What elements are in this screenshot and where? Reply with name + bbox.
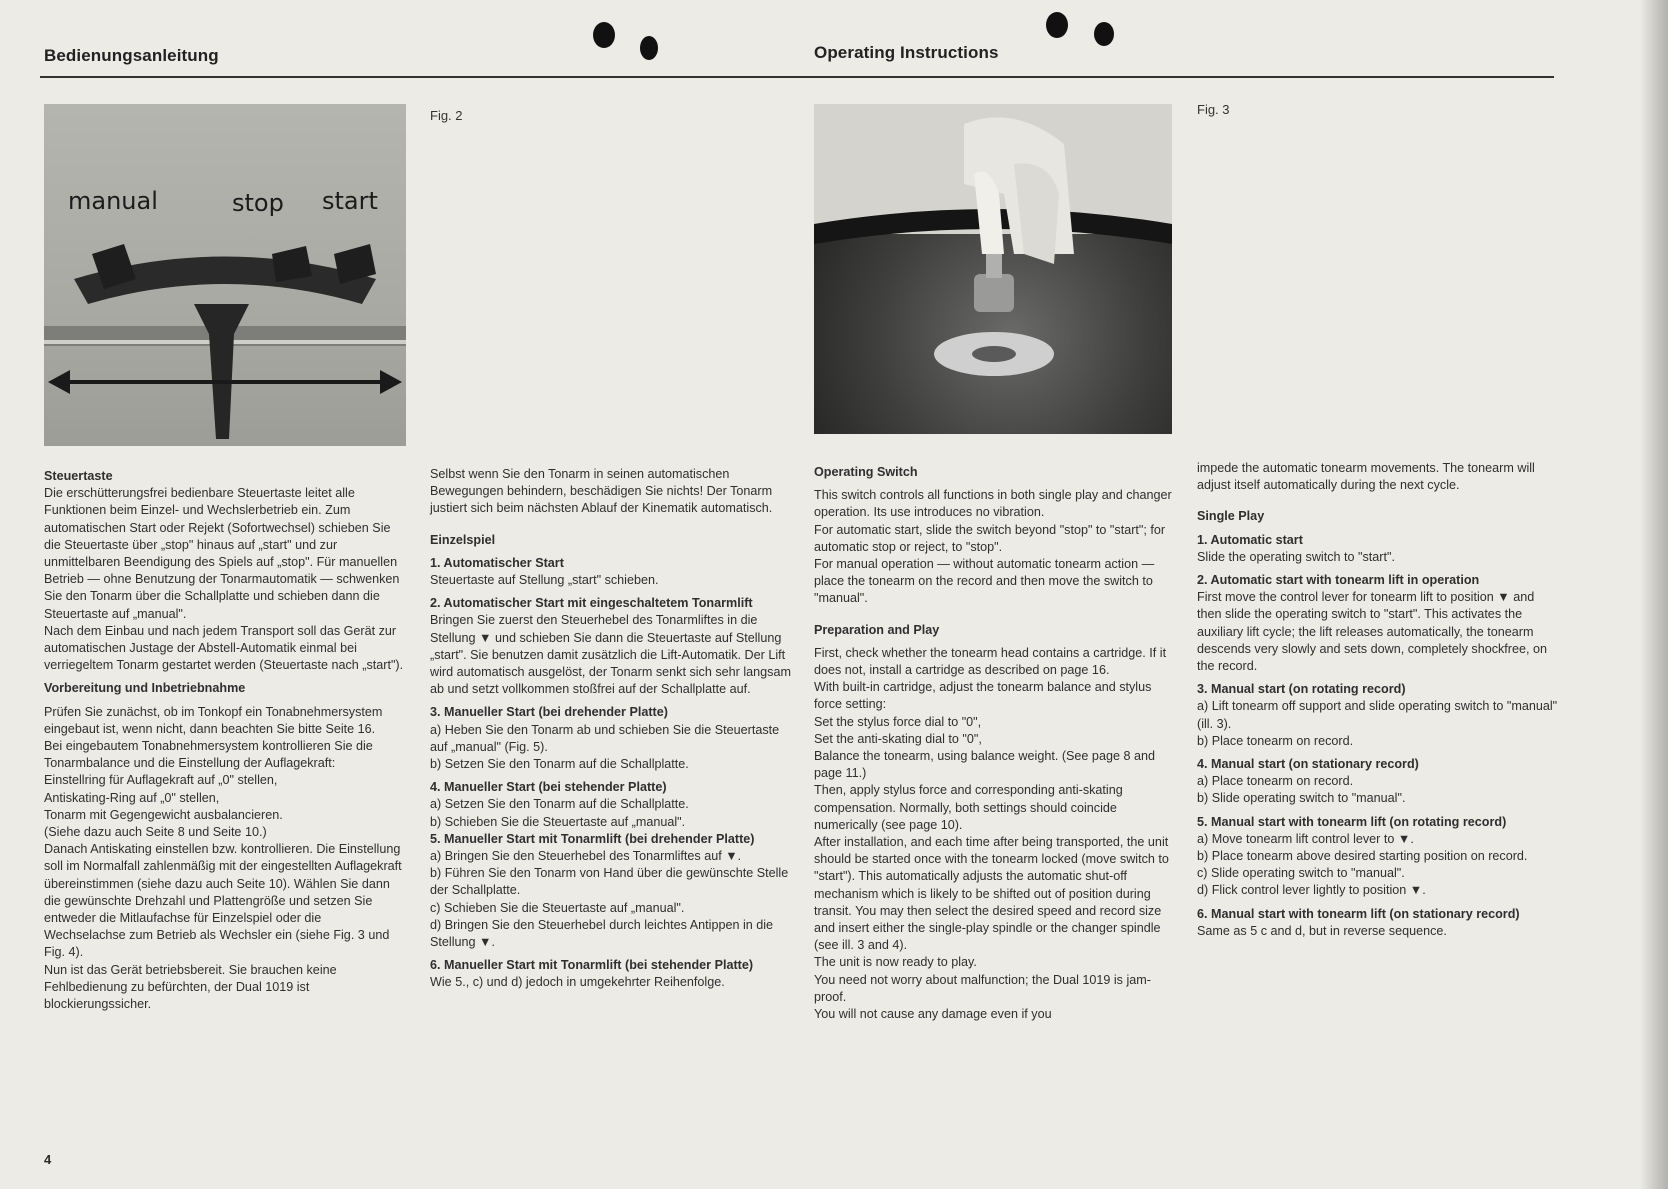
header-title-en: Operating Instructions [814,43,999,62]
paragraph: (Siehe dazu auch Seite 8 und Seite 10.) [44,825,267,840]
label-start: start [322,187,378,215]
column-en-2 [1197,460,1559,940]
punch-hole [593,22,615,48]
heading-vorbereitung: Vorbereitung und Inbetriebnahme [44,681,246,696]
step-title: 4. Manueller Start (bei stehender Platte) [430,780,667,795]
header-rule [40,76,1554,78]
step-title: 2. Automatischer Start mit eingeschaltetem Tonarmlift [430,596,753,611]
step-text: c) Schieben Sie die Steuertaste auf „manual". [430,900,685,915]
step-text: b) Setzen Sie den Tonarm auf die Schallplatte. [430,757,689,772]
step-text: a) Setzen Sie den Tonarm auf die Schallplatte. [430,797,689,812]
paragraph: Prüfen Sie zunächst, ob im Tonkopf ein Tonabnehmersystem eingebaut ist, wenn nicht, dann beachten Sie bitte Seite 16. [44,704,383,736]
paragraph: This switch controls all functions in both single play and changer operation. Its use introduces no vibration. [814,488,1172,520]
paragraph: Tonarm mit Gegengewicht ausbalancieren. [44,807,283,822]
paragraph: You will not cause any damage even if you [814,1007,1052,1022]
spindle-illustration [814,104,1172,434]
fig2-label: Fig. 2 [430,108,463,123]
step-text: a) Lift tonearm off support and slide operating switch to "manual" (ill. 3). [1197,699,1558,731]
page-edge-shadow [1640,0,1668,1189]
fig3-photo [814,104,1172,434]
paragraph: With built-in cartridge, adjust the tonearm balance and stylus force setting: [814,680,1152,712]
paragraph: Die erschütterungsfrei bedienbare Steuertaste leitet alle Funktionen beim Einzel- und Wechslerbetrieb ein. Zum automatischen Start oder Rejekt (Sofortwechsel) schieben Sie die Steuertaste über „stop" hinaus auf „start" und zur unmittelbaren Beendigung des Spiels auf „stop". Für manuellen Betrieb — ohne Benutzung der Tonarmautomatik — schwenken Sie den Tonarm über die Schallplatte und schieben dann die Steuertaste auf „manual". [44,486,400,621]
paragraph: The unit is now ready to play. [814,955,977,970]
heading-steuertaste: Steuertaste [44,469,113,483]
switch-illustration [44,104,406,446]
step-text: a) Heben Sie den Tonarm ab und schieben Sie die Steuertaste auf „manual" (Fig. 5). [430,722,780,754]
step-text: a) Move tonearm lift control lever to ▼. [1197,831,1414,846]
step-title: 1. Automatischer Start [430,555,564,570]
step-text: Steuertaste auf Stellung „start" schieben. [430,573,659,588]
step-title: 6. Manual start with tonearm lift (on stationary record) [1197,906,1520,921]
step-text: c) Slide operating switch to "manual". [1197,866,1405,881]
step-text: b) Place tonearm above desired starting position on record. [1197,849,1528,864]
punch-hole [1046,12,1068,38]
step-title: 3. Manueller Start (bei drehender Platte) [430,705,668,720]
paragraph: Nach dem Einbau und nach jedem Transport soll das Gerät zur automatischen Justage der Abstell-Automatik einmal bei verriegeltem Tonarm gestartet werden (Steuertaste nach „start"). [44,623,404,673]
step-text: d) Bringen Sie den Steuerhebel durch leichtes Antippen in die Stellung ▼. [430,917,774,950]
paragraph: Then, apply stylus force and corresponding anti-skating compensation. Normally, both settings should coincide numerically (see page 10). [814,783,1123,832]
step-text: Slide the operating switch to "start". [1197,549,1395,564]
paragraph: impede the automatic tonearm movements. The tonearm will adjust itself automatically during the next cycle. [1197,461,1535,493]
step-text: a) Bringen Sie den Steuerhebel des Tonarmliftes auf ▼. [430,849,742,864]
heading-preparation: Preparation and Play [814,622,940,637]
step-title: 3. Manual start (on rotating record) [1197,682,1406,697]
step-text: Bringen Sie zuerst den Steuerhebel des Tonarmliftes in die Stellung ▼ und schieben Sie dann die Steuertaste auf Stellung „start". Sie benutzen damit zusätzlich die Lift-Automatik. Der Lift wird automatisch ausgelöst, der Tonarm senkt sich sehr langsam ab und setzt vollkommen stoßfrei auf der Schallplatte auf. [430,613,791,697]
column-de-2 [430,466,792,992]
paragraph: Danach Antiskating einstellen bzw. kontrollieren. Die Einstellung soll im Normalfall zahlenmäßig mit der eingestellten Auflagekraft übereinstimmen (siehe dazu auch Seite 10). Wählen Sie dann die gewünschte Drehzahl und Plattengröße und setzen Sie entweder die Mitlaufachse für Einzelspiel oder die Wechselachse zum Betrieb als Wechsler ein (siehe Fig. 3 und Fig. 4). [44,842,402,960]
step-text: d) Flick control lever lightly to position ▼. [1197,883,1426,898]
label-manual: manual [68,187,158,215]
paragraph: Antiskating-Ring auf „0" stellen, [44,790,220,805]
heading-einzelspiel: Einzelspiel [430,532,496,547]
step-title: 2. Automatic start with tonearm lift in operation [1197,573,1480,588]
header-title-de: Bedienungsanleitung [44,46,219,65]
step-text: First move the control lever for tonearm lift to position ▼ and then slide the operating switch to "start". This activates the auxiliary lift cycle; the lift releases automatically, the tonearm descends very slowly and sets down, completely shockfree, on the record. [1197,590,1547,674]
paragraph: Set the anti-skating dial to "0", [814,731,982,746]
paragraph: Set the stylus force dial to "0", [814,714,982,729]
step-text: a) Place tonearm on record. [1197,774,1354,789]
step-text: Same as 5 c and d, but in reverse sequence. [1197,923,1447,938]
paragraph: After installation, and each time after being transported, the unit should be started once with the tonearm locked (move switch to "start"). This automatically adjusts the automatic shut-off mechanism which is likely to be shifted out of position during transit. You may then select the desired speed and record size and insert either the single-play spindle or the changer spindle (see ill. 3 and 4). [814,835,1169,953]
fig2-photo [44,104,406,446]
label-stop: stop [232,189,284,217]
page-number: 4 [44,1152,52,1167]
step-title: 4. Manual start (on stationary record) [1197,757,1419,772]
step-title: 6. Manueller Start mit Tonarmlift (bei stehender Platte) [430,958,754,973]
paragraph: Balance the tonearm, using balance weight. (See page 8 and page 11.) [814,749,1155,781]
step-text: Wie 5., c) und d) jedoch in umgekehrter Reihenfolge. [430,975,725,990]
punch-hole [640,36,658,60]
column-de-1 [44,468,406,1013]
step-text: b) Schieben Sie die Steuertaste auf „manual". [430,814,686,829]
heading-operating-switch: Operating Switch [814,465,918,479]
step-text: b) Führen Sie den Tonarm von Hand über die gewünschte Stelle der Schallplatte. [430,866,789,898]
heading-single-play: Single Play [1197,509,1265,524]
paragraph: For manual operation — without automatic tonearm action — place the tonearm on the record and then move the switch to "manual". [814,557,1155,606]
paragraph: You need not worry about malfunction; the Dual 1019 is jam-proof. [814,972,1151,1004]
paragraph: For automatic start, slide the switch beyond "stop" to "start"; for automatic stop or reject, to "stop". [814,522,1166,554]
paragraph: Nun ist das Gerät betriebsbereit. Sie brauchen keine Fehlbedienung zu befürchten, der Dual 1019 ist blockierungssicher. [44,962,337,1012]
paragraph: Einstellring für Auflagekraft auf „0" stellen, [44,773,278,788]
paragraph: First, check whether the tonearm head contains a cartridge. If it does not, install a cartridge as described on page 16. [814,645,1167,678]
step-title: 5. Manueller Start mit Tonarmlift (bei drehender Platte) [430,831,755,846]
step-title: 5. Manual start with tonearm lift (on rotating record) [1197,814,1507,829]
step-title: 1. Automatic start [1197,532,1303,547]
column-en-1 [814,464,1176,1023]
punch-hole [1094,22,1114,46]
paragraph: Bei eingebautem Tonabnehmersystem kontrollieren Sie die Tonarmbalance und die Einstellung der Auflagekraft: [44,739,373,771]
step-text: b) Place tonearm on record. [1197,733,1354,748]
paragraph: Selbst wenn Sie den Tonarm in seinen automatischen Bewegungen behindern, beschädigen Sie nichts! Der Tonarm justiert sich beim nächsten Ablauf der Kinematik automatisch. [430,467,773,516]
step-text: b) Slide operating switch to "manual". [1197,791,1406,806]
fig3-label: Fig. 3 [1197,102,1230,117]
